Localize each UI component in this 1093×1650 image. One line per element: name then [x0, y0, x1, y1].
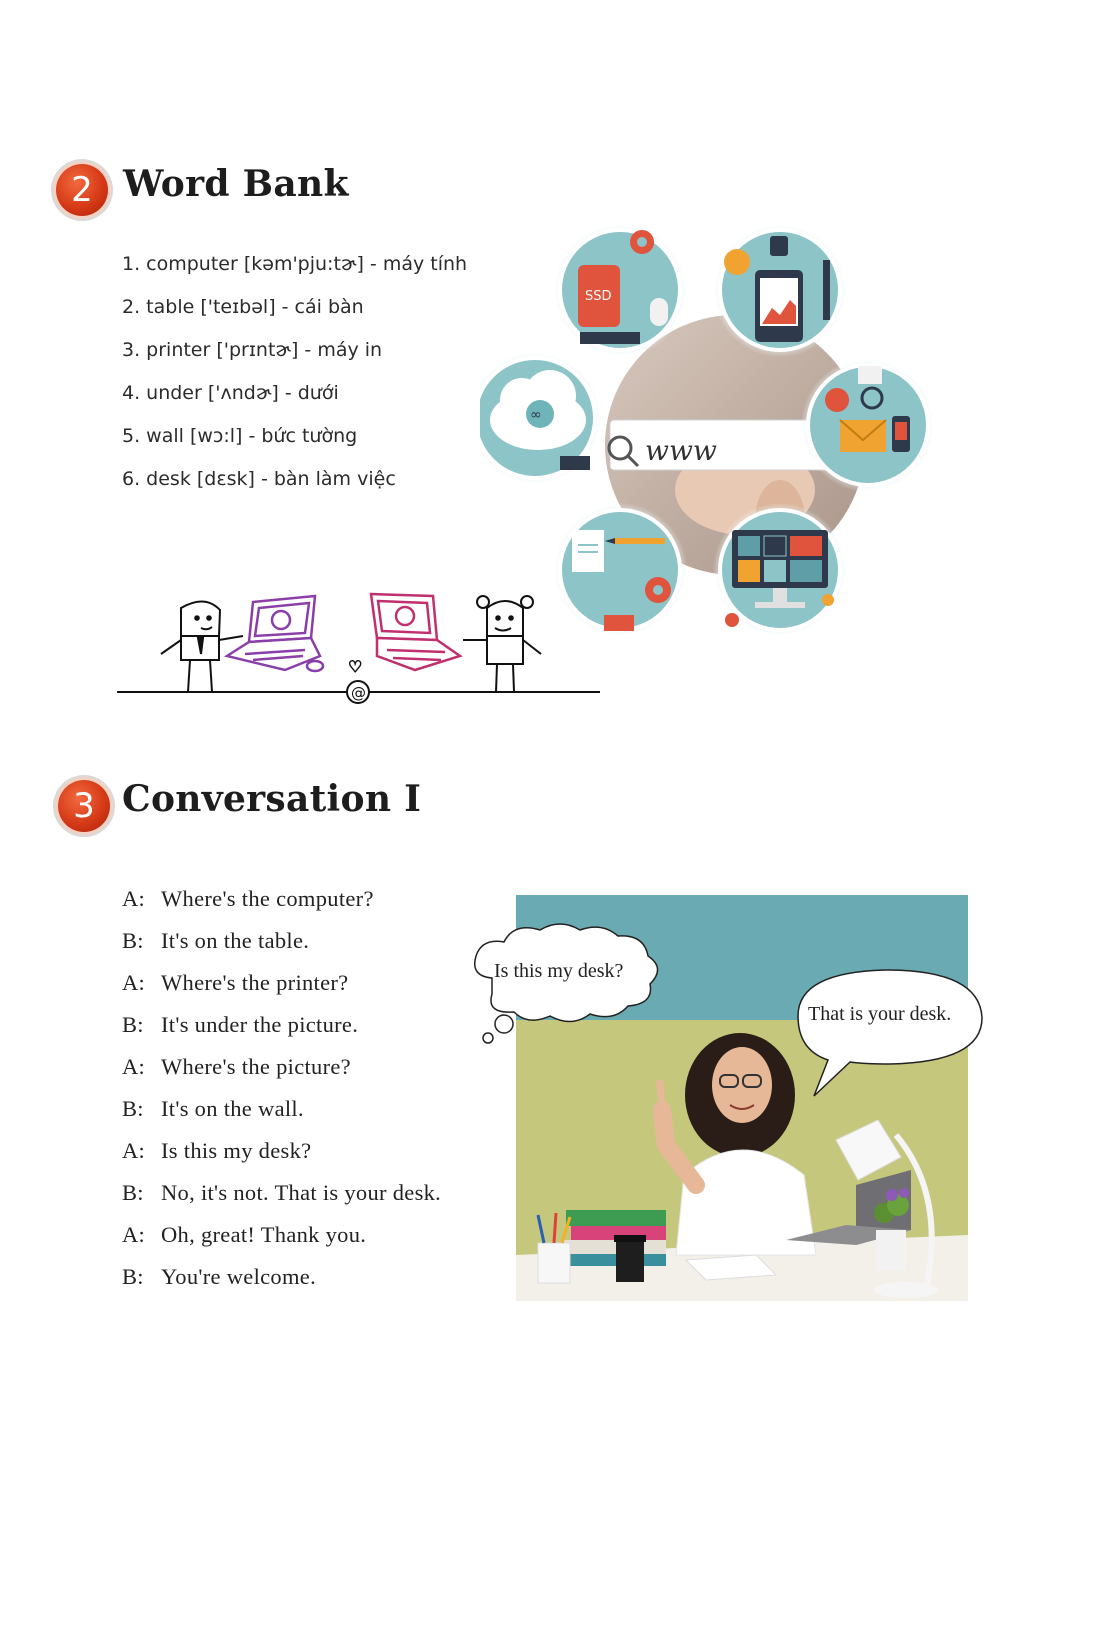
coffee-cup-icon: [616, 1240, 644, 1282]
coin-icon: [724, 249, 750, 275]
svg-text:∞: ∞: [530, 407, 542, 423]
section-number-badge: 3: [58, 780, 110, 832]
search-text: www: [645, 434, 717, 467]
cartoon-woman: [463, 596, 541, 692]
pink-laptop-icon: [371, 594, 460, 670]
section-number-badge: 2: [56, 164, 108, 216]
list-item: 1. computer [kəm'pju:tɚ] - máy tính: [122, 253, 468, 275]
thought-bubble-text: Is this my desk?: [494, 960, 624, 982]
list-item: 3. printer ['prɪntɚ] - máy in: [122, 339, 383, 361]
speaker-label: B:: [122, 1264, 144, 1289]
list-item: 4. under ['ʌndɚ] - dưới: [122, 382, 339, 404]
dialogue-line: [122, 884, 441, 926]
dialogue-line: [122, 968, 441, 1010]
speaker-label: A:: [122, 1222, 146, 1247]
dialogue-line: [122, 1094, 441, 1136]
speaker-label: B:: [122, 928, 144, 953]
dialogue-text: Where's the picture?: [161, 1054, 351, 1079]
list-item: 6. desk [dɛsk] - bàn làm việc: [122, 468, 396, 490]
cartoon-man: [161, 601, 243, 692]
speaker-label: B:: [122, 1096, 144, 1121]
speech-bubble: [784, 960, 994, 1100]
section-title: Word Bank: [123, 163, 349, 205]
dialogue-line: [122, 1136, 441, 1178]
books-stack: [566, 1210, 666, 1226]
speech-bubble-text: That is your desk.: [808, 1003, 952, 1025]
dialogue-text: It's on the table.: [161, 928, 310, 953]
purple-laptop-icon: [227, 596, 323, 671]
cloud-circle-icon: [480, 351, 602, 485]
list-item: 5. wall [wɔ:l] - bức tường: [122, 425, 358, 447]
list-item: 2. table ['teɪbəl] - cái bàn: [122, 296, 364, 318]
tablet-chart-circle-icon: [713, 223, 847, 357]
plant-pot-icon: [876, 1230, 906, 1270]
cartoon-couple-illustration: [115, 588, 605, 728]
section-title: Conversation I: [122, 778, 422, 820]
ssd-label: SSD: [585, 289, 612, 304]
dialogue-line: [122, 1178, 441, 1220]
lock-icon: [770, 236, 788, 256]
svg-text:@: @: [351, 684, 366, 702]
pencil-cup-icon: [538, 1243, 570, 1283]
dialogue-line: [122, 1052, 441, 1094]
ssd-circle-icon: [553, 223, 687, 357]
speaker-label: B:: [122, 1180, 144, 1205]
dialogue-line: [122, 1220, 441, 1262]
dialogue-text: Where's the printer?: [161, 970, 349, 995]
speaker-label: A:: [122, 886, 146, 911]
speaker-label: A:: [122, 1138, 146, 1163]
dialogue-text: It's on the wall.: [161, 1096, 304, 1121]
word-bank-list: [122, 250, 467, 508]
dialogue-text: Where's the computer?: [161, 886, 374, 911]
thought-bubble: [462, 918, 672, 1048]
heart-icon: ♡: [348, 657, 363, 676]
dialogue-line: [122, 1010, 441, 1052]
speaker-label: A:: [122, 970, 146, 995]
dialogue-line: [122, 926, 441, 968]
dialogue-text: It's under the picture.: [161, 1012, 359, 1037]
dialogue-text: Oh, great! Thank you.: [161, 1222, 367, 1247]
dialogue-text: You're welcome.: [161, 1264, 316, 1289]
dialogue-text: Is this my desk?: [161, 1138, 312, 1163]
speaker-label: B:: [122, 1012, 144, 1037]
speaker-label: A:: [122, 1054, 146, 1079]
dialogue-line: [122, 1262, 441, 1304]
mouse-icon: [650, 298, 668, 326]
monitor-circle-icon: [713, 503, 847, 637]
dialogue-text: No, it's not. That is your desk.: [161, 1180, 442, 1205]
pencil-icon: [615, 538, 665, 544]
conversation-dialogue: [122, 884, 441, 1304]
email-circle-icon: [801, 358, 935, 492]
